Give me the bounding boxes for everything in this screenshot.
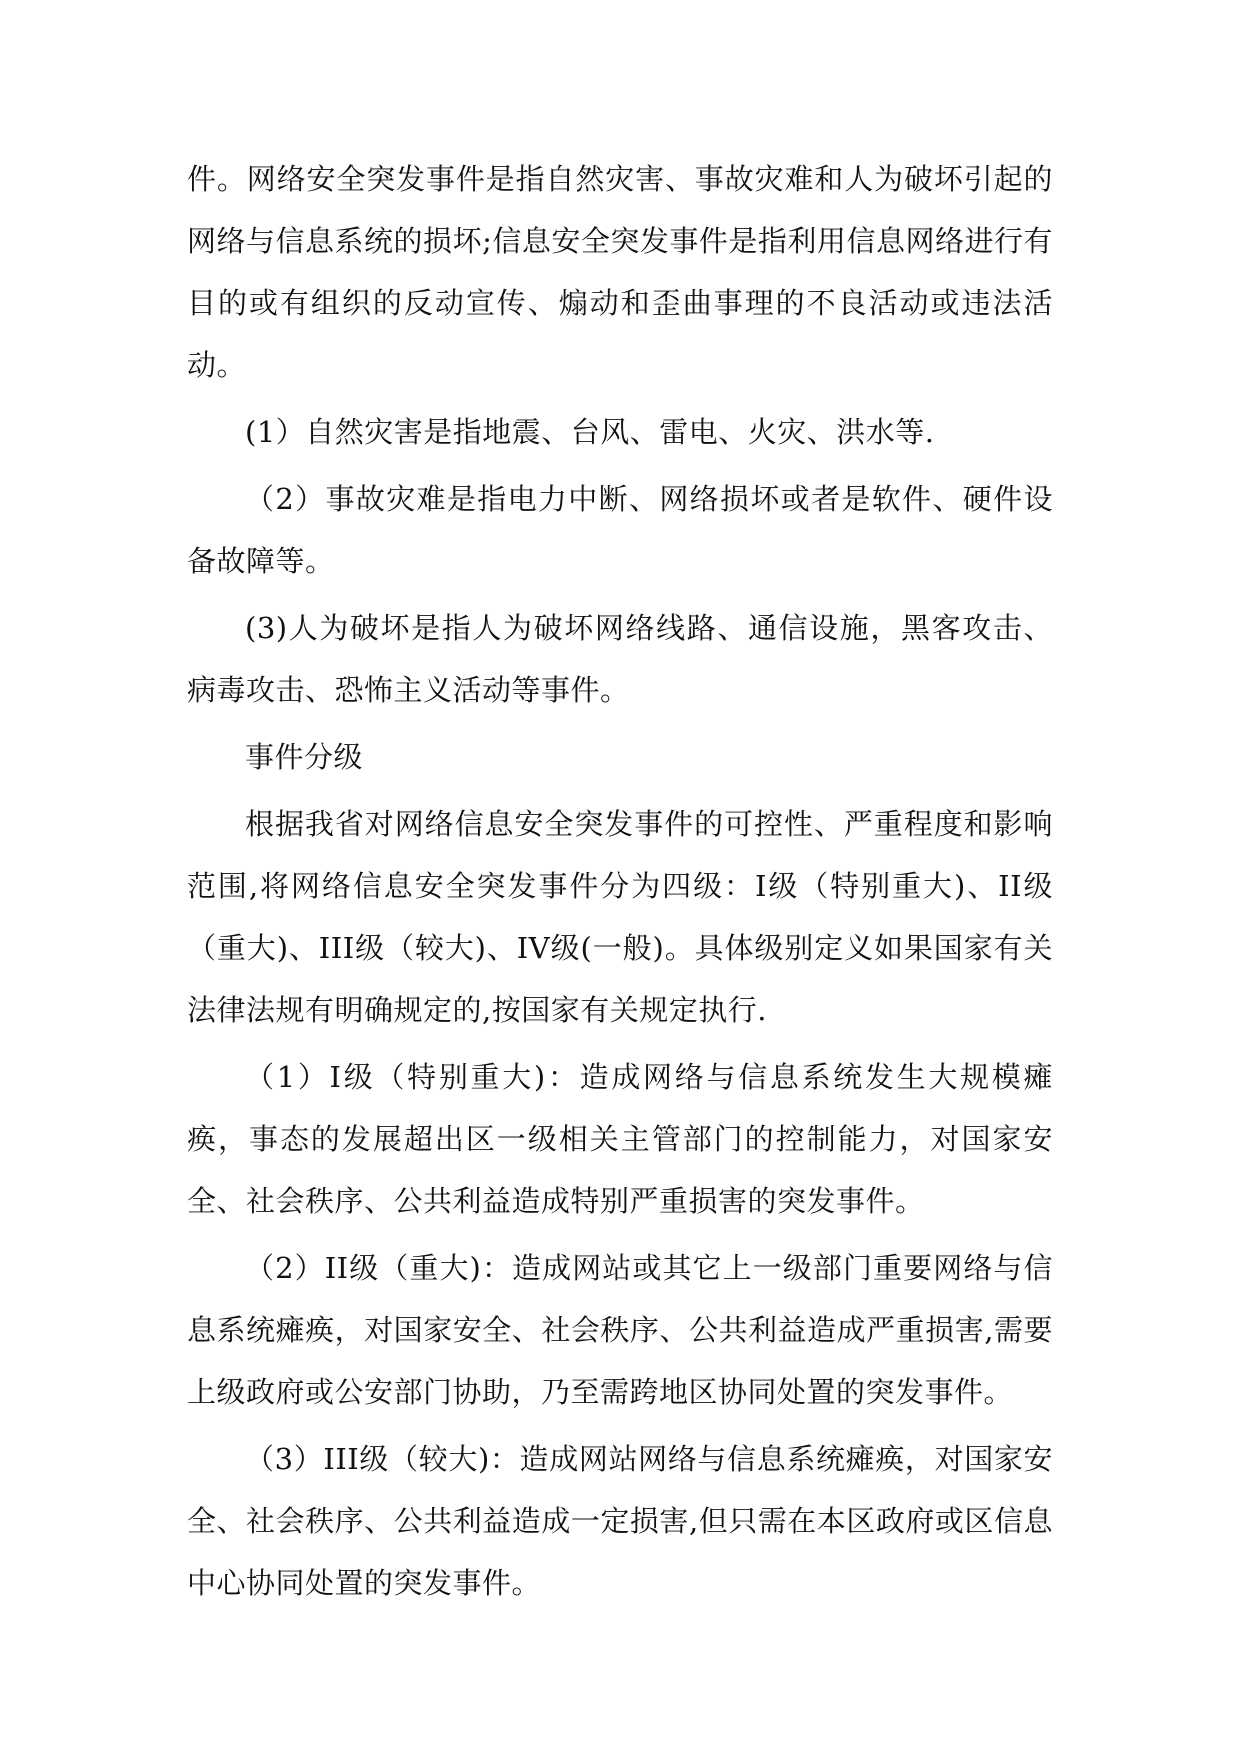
paragraph-human-sabotage: (3)人为破坏是指人为破坏网络线路、通信设施，黑客攻击、病毒攻击、恐怖主义活动等事件。 xyxy=(187,611,1053,707)
paragraph-level-two: （2）II级（重大)：造成网站或其它上一级部门重要网络与信息系统瘫痪，对国家安全、社会秩序、公共利益造成严重损害,需要上级政府或公安部门协助，乃至需跨地区协同处置的突发事件。 xyxy=(187,1251,1053,1409)
paragraph-intro-continued: 件。网络安全突发事件是指自然灾害、事故灾难和人为破坏引起的网络与信息系统的损坏;信息安全突发事件是指利用信息网络进行有目的或有组织的反动宣传、煽动和歪曲事理的不良活动或违法活动。 xyxy=(187,162,1053,382)
section-heading-event-grading: 事件分级 xyxy=(245,740,364,774)
paragraph-level-three: （3）III级（较大)：造成网站网络与信息系统瘫痪，对国家安全、社会秩序、公共利益造成一定损害,但只需在本区政府或区信息中心协同处置的突发事件。 xyxy=(187,1442,1053,1600)
paragraph-grading-overview: 根据我省对网络信息安全突发事件的可控性、严重程度和影响范围,将网络信息安全突发事件分为四级：I级（特别重大)、II级（重大)、III级（较大)、IV级(一般)。具体级别定义如果国家有关法律法规有明确规定的,按国家有关规定执行. xyxy=(187,807,1053,1027)
paragraph-accident-disasters: （2）事故灾难是指电力中断、网络损坏或者是软件、硬件设备故障等。 xyxy=(187,482,1053,578)
paragraph-level-one: （1）I级（特别重大)：造成网络与信息系统发生大规模瘫痪，事态的发展超出区一级相关主管部门的控制能力，对国家安全、社会秩序、公共利益造成特别严重损害的突发事件。 xyxy=(187,1060,1053,1218)
document-body xyxy=(187,148,1053,1614)
paragraph-natural-disasters: (1）自然灾害是指地震、台风、雷电、火灾、洪水等. xyxy=(245,415,935,449)
